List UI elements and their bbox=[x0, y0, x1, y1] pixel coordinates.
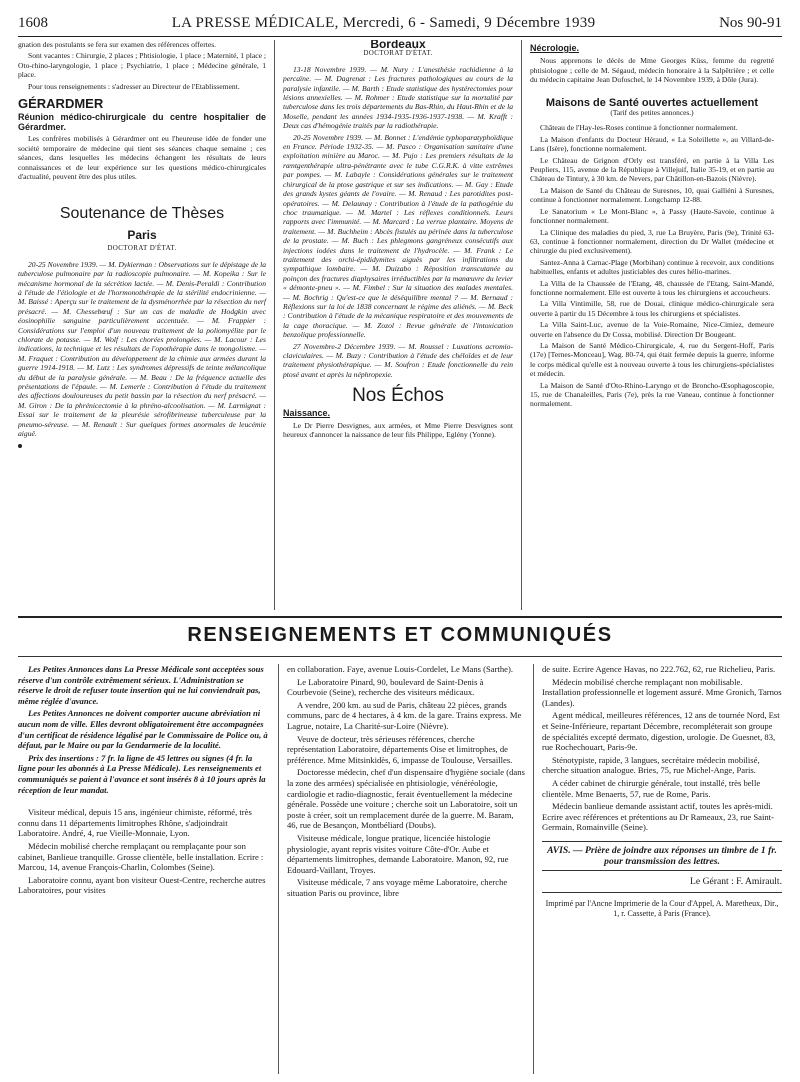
maison-item: Santez-Anna à Carnac-Plage (Morbihan) continue à recevoir, aux conditions habituelles, enfants et adultes justiciables des cures hélio-marines. bbox=[530, 257, 774, 277]
page-number: 1608 bbox=[18, 14, 48, 31]
maison-item: Le Sanatorium « Le Mont-Blanc », à Passy (Haute-Savoie, continue à fonctionner normalement. bbox=[530, 206, 774, 226]
classified-ad: A vendre, 200 km. au sud de Paris, château 22 pièces, grands communs, parc de 4 hectares, à 4 km. de la gare. Trains express. Me Lagrue, notaire, La Charité-sur-Loire (Nièvre). bbox=[287, 699, 522, 731]
paris-theses-text: 20-25 Novembre 1939. — M. Dykierman : Observations sur le dépistage de la tuberculose pulmonaire par la radioscopie pulmonaire. — M. Kopeika : Sur le mécanisme hormonal de la sécrétion lactée. — M. Denis-Peraldi : Contribution à l'étude de l'étiologie et de l'hormonothérapie de la stérilité endocrinienne. — M. Baissé : Aperçu sur le traitement de la dysménorrhée par la résection du nerf présacré. — M. Chessebœuf : Sur un cas de maladie de Hodgkin avec éosinophilie sanguine particulièrement accentuée. — M. Frappier : Considérations sur l'emploi d'un nouveau traitement de la poliomyélite par le chlorate de potasse. — M. Wolf : Les chorées prolongées. — M. Lacour : Les indications, la technique et les résultats de l'opothérapie dans le mongolisme. — M. Fraquet : Contribution au développement de la chimie aux armées durant la guerre 1914-1918. — M. Lutz : Les syndromes dépressifs de teinte mélancolique du début de la paralysie générale. — M. Beau : De la fréquence actuelle des présentations de l'épaule. — M. Lemerle : Contribution à l'étude du traitement des affections douloureuses du petit bassin par la résection du nerf présacré. — M. Giron : De la phrénicectomie à la phréno-alcoolisation. — M. Larmignat : Essai sur le traitement de la pleurésie sérofibrineuse tuberculeuse par la pneumo-séreuse. — M. Renault : Sur quelques formes anormales de leucémie aiguë. bbox=[18, 259, 266, 438]
necrologie-heading: Nécrologie. bbox=[530, 43, 580, 53]
rules-paragraph: Les Petites Annonces dans La Presse Médicale sont acceptées sous réserve d'un contrôle extrêmement sérieux. L'Administration se réserve le droit de refuser toute insertion qui ne lui conviendrait pas, même réglée d'avance. bbox=[18, 664, 264, 706]
avis-notice: AVIS. — Prière de joindre aux réponses un timbre de 1 fr. pour transmission des lettres. bbox=[542, 841, 782, 871]
bordeaux-heading: Bordeaux bbox=[370, 40, 426, 51]
paris-heading: Paris bbox=[127, 227, 157, 242]
classified-ad: de suite. Ecrire Agence Havas, no 222.762, 62, rue Richelieu, Paris. bbox=[542, 664, 776, 674]
naissance-text: Le Dr Pierre Desvignes, aux armées, et Mme Pierre Desvignes sont heureux d'annoncer la naissance de leur fils Philippe, Eglény (Yonne). bbox=[283, 421, 513, 440]
rules-paragraph: Les Petites Annonces ne doivent comporter aucune abréviation ni aucun nom de ville. Elles devront obligatoirement être accompagnées d'un certificat de résidence légalisé par le Commissaire de Police ou, à défaut, par le Maire ou par la Gendarmerie de la localité. bbox=[18, 708, 268, 751]
classified-ad: Doctoresse médecin, chef d'un dispensaire d'hygiène sociale (dans la zone des armées) spécialisée en phtisiologie, vénéréologie, cardiologie et radio-diagnostic, ferait éventuellement la médecine générale. Possède une voiture ; cherche soit un Laboratoire, soit un poste à créer, soit un remplacement durée de la guerre. M. Baram, 46, rue de Besançon, Montbéliard (Doubs). bbox=[287, 767, 525, 831]
maison-item: La Maison de Santé d'Oto-Rhino-Laryngo et de Broncho-Œsophagoscopie, 15, rue de Chanaleilles, Paris (7e), près la rue Vaneau, continue à fonctionner normalement. bbox=[530, 380, 774, 409]
classifieds-column-2 bbox=[278, 664, 533, 1074]
classified-ad: Médecin mobilisé cherche remplaçant non mobilisable. Installation professionnelle et logement assuré. Mme Gronich, Tarnos (Landes). bbox=[542, 676, 782, 708]
gerardmer-subheading: Réunion médico-chirurgicale du centre hospitalier de Gérardmer. bbox=[18, 112, 266, 133]
classifieds-column-1 bbox=[18, 664, 278, 1074]
renseignements-banner: RENSEIGNEMENTS ET COMMUNIQUÉS bbox=[187, 624, 613, 646]
tarif-note: (Tarif des petites annonces.) bbox=[610, 108, 694, 118]
bordeaux-theses-1: 13-18 Novembre 1939. — M. Nury : L'anesthésie rachidienne à la percaïne. — M. Dagrenat : Les fractures pathologiques au cours de la paralysie infantile. — M. Barth : Etude statistique des hystérectomies pour lésions annexielles. — M. Rohmer : Etude statistique sur la mortalité par tuberculose dans les trois départements du Bas-Rhin, du Haut-Rhin et de la Moselle, pendant les années 1934-1935-1936-1937-1938. — M. Krafft : Deux cas d'hémogénie traités par la radiothérapie. bbox=[283, 64, 513, 131]
classified-ad: Laboratoire connu, ayant bon visiteur Ouest-Centre, recherche autres Laboratoires, pour visites bbox=[18, 874, 266, 896]
gerardmer-heading: GÉRARDMER bbox=[18, 96, 104, 112]
gerardmer-text: Les confrères mobilisés à Gérardmer ont eu l'heureuse idée de fonder une société temporaire de médecine qui tient ses séances chaque semaine ; ces séances, dans lesquelles les médecins échangent les résultats de leurs connaissances et de leur expérience sur les questions médico-chirurgicales d'actualité, peuvent être des plus utiles. bbox=[18, 134, 266, 182]
vacancies-text: Sont vacantes : Chirurgie, 2 places ; Phtisiologie, 1 place ; Maternité, 1 place ; Oto-rhino-laryngologie, 1 place ; Psychiatrie, 1 place ; Médecine générale, 1 place. bbox=[18, 51, 266, 80]
info-text: Pour tous renseignements : s'adresser au Directeur de l'Etablissement. bbox=[28, 81, 240, 91]
page-header bbox=[18, 10, 782, 37]
column-1 bbox=[18, 40, 274, 610]
maison-item: Château de l'Hay-les-Roses continue à fonctionner normalement. bbox=[540, 123, 738, 133]
bordeaux-theses-3: 27 Novembre-2 Décembre 1939. — M. Roussel : Luxations acromio-claviculaires. — M. Buzy : Contribution à l'étude des chéloïdes et de leur traitement physiothérapique. — M. Soufron : Etude fonctionnelle du rein ptosé avant et après la néphropexie. bbox=[283, 341, 513, 379]
maison-item: La Maison de Santé du Château de Suresnes, 10, quai Galliéni à Suresnes, continue à fonctionner normalement. Longchamp 12-88. bbox=[530, 185, 774, 205]
top-section bbox=[18, 40, 782, 610]
maison-item: La Villa Saint-Luc, avenue de la Voie-Romaine, Nice-Cimiez, demeure ouverte en l'absence du Dr Cossa, mobilisé. Direction Dr Bougeant. bbox=[530, 320, 774, 339]
classifieds-column-3 bbox=[533, 664, 782, 1074]
soutenance-heading: Soutenance de Thèses bbox=[59, 205, 225, 223]
column-3 bbox=[521, 40, 774, 610]
gerant-signature: Le Gérant : F. Amirault. bbox=[542, 877, 782, 893]
banner-divider bbox=[18, 656, 782, 657]
bordeaux-theses-2: 20-25 Novembre 1939. — M. Bonnet : L'endémie typhoparatyphoïdique en France. Période 1932-35. — M. Pasco : Organisation sanitaire d'une exploitation minière au Maroc. — M. Pujo : Les premiers résultats de la ræntgenthérapie ultra-pénétrante avec le tube C.G.R.K. à vitte extrêmes par pompes. — M. Labayle : Considérations générales sur le traitement chirurgical de la ptose gastrique et sur ses indications. — M. Gay : Etude des grands kystes géants de l'ovaire. — M. Renaud : Les parotidites post-opératoires. — M. Delaunay : Contribution à l'étude de la pathogénie du choc traumatique. — M. Martel : Les réflexes conditionnels. Leurs rapports avec l'immunité. — M. Marcard : La verrue plantaire. Moyens de traitement. — M. Buchheim : Abcès fistulés au périnée dans la tuberculose de la prostate. — M. Buch : Les phlegmons gangréneux consécutifs aux injections iodées dans le traitement de l'hydrocèle. — M. Frank : Le traitement des orchi-épididymites aiguës par les infiltrations du sympathique lombaire. — M. Duizabo : Réposition transcutanée au poinçon des fractures diaphysaires irréductibles par la manœuvre du levier « démonte-pneu ». — M. Fimbel : Sur la situation des malades mentales. — M. Bochrig : Qu'est-ce que le déséquilibre mental ? — M. Bernaud : Réflexions sur la loi de 1838 concernant le régime des aliénés. — M. Beck : Contribution à l'étude de la mécanique respiratoire et des mouvements de la cage thoracique. — M. Zozol : Revue générale de l'intoxication benzolique professionnelle. bbox=[283, 132, 513, 340]
ornament-dot bbox=[18, 444, 22, 448]
classified-ad: Visiteuse médicale, 7 ans voyage même Laboratoire, cherche situation Paris ou province, libre bbox=[287, 877, 508, 898]
classified-ad: Sténotypiste, rapide, 3 langues, secrétaire médecin mobilisé, cherche situation analogue. Bries, 75, rue Michel-Ange, Paris. bbox=[542, 754, 760, 776]
classified-ad: Visiteuse médicale, longue pratique, licenciée histologie physiologie, ayant repris visites voiture Côte-d'Or. Aube et départements limitrophes, demande Laboratoire. Manon, 92, rue Edouard-Vaillant, Troyes. bbox=[287, 832, 509, 875]
maison-item: La Villa de la Chaussée de l'Etang, 48, chaussée de l'Etang, Saint-Mandé, fonctionne normalement. Elle est ouverte à tous les chirurgiens et accoucheurs. bbox=[530, 278, 774, 297]
journal-title: LA PRESSE MÉDICALE, Mercredi, 6 - Samedi, 9 Décembre 1939 bbox=[171, 14, 596, 31]
maison-item: La Villa Vintimille, 58, rue de Douai, clinique médico-chirurgicale sera ouverte à partir du 15 Décembre à tous les chirurgiens et spécialistes. bbox=[530, 299, 774, 318]
maison-item: La Clinique des maladies du pied, 3, rue La Bruyère, Paris (9e), Trinité 63-63, continue à fonctionner normalement, direction du Dr Wallet (médecine et chirurgie du pied exclusivement). bbox=[530, 227, 774, 256]
doctorat-label: DOCTORAT D'ÉTAT. bbox=[363, 49, 433, 58]
naissance-heading: Naissance. bbox=[283, 407, 331, 418]
maison-item: La Maison d'enfants du Docteur Héraud, « La Soleillette », au Villard-de-Lans (Isère), fonctionne normalement. bbox=[530, 134, 774, 154]
newspaper-page bbox=[18, 10, 782, 1074]
column-2 bbox=[274, 40, 521, 610]
necrologie-text: Nous apprenons le décès de Mme Georges Küss, femme du regretté phtisiologue ; celle de M. Ségaud, médecin honoraire à la Salpêtrière ; et celle du médecin capitaine Jean Dufoschel, le 14 Novembre 1939, à Dôle (Jura). bbox=[530, 56, 774, 85]
printer-imprint: Imprimé par l'Ancne Imprimerie de la Cour d'Appel, A. Maretheux, Dir., 1, r. Cassette, à Paris (France). bbox=[545, 898, 779, 918]
rules-paragraph: Prix des insertions : 7 fr. la ligne de 45 lettres ou signes (4 fr. la ligne pour les abonnés à La Presse Médicale). Les renseignements et communiqués se paient à l'avance et sont insérés 8 à 10 jours après la réception de leur mandat. bbox=[18, 752, 266, 795]
classified-ad: en collaboration. Faye, avenue Louis-Cordelet, Le Mans (Sarthe). bbox=[287, 664, 513, 674]
classified-ad: Veuve de docteur, très sérieuses références, cherche représentation Laboratoire, départements Oise et limitrophes, de préférence. Mme Mitsinkidès, 6, impasse de Toulouse, Versailles. bbox=[287, 733, 513, 765]
maison-item: La Maison de Santé Médico-Chirurgicale, 4, rue du Sergent-Hoff, Paris (17e) [Ternes-Monceau], Wag. 80-74, qui était fermée depuis la guerre, informe le corps médical qu'elle est à nouveau ouverte à tous les chirurgiens-spécialistes et médecin. bbox=[530, 340, 774, 379]
issue-number: Nos 90-91 bbox=[719, 14, 782, 31]
classified-ad: Médecin banlieue demande assistant actif, toutes les après-midi. Ecrire avec références et prétentions au Dr Rameaux, 23, rue Saint-Germain, Romainville (Seine). bbox=[542, 801, 774, 833]
intro-text: gnation des postulants se fera sur examen des références offertes. bbox=[18, 40, 217, 49]
classified-ad: Agent médical, meilleures références, 12 ans de tournée Nord, Est et Seine-Inférieure, repartant Décembre, recompléterait son groupe de spécialités excepté dermato, digestion, urologie. De Guesnet, 83, rue Rochechouart, Paris-9e. bbox=[542, 710, 780, 753]
maison-item: Le Château de Grignon d'Orly est transféré, en partie à la Villa Les Peupliers, 115, avenue de la République à Villejuif, Italie 35-19, et en partie au Château de Tintury, à 30 km. de Nevers, par Châtillon-en-Bazois (Nièvre). bbox=[530, 155, 774, 184]
classifieds-section bbox=[18, 664, 782, 1074]
maisons-heading: Maisons de Santé ouvertes actuellement bbox=[545, 96, 759, 109]
section-divider bbox=[18, 616, 782, 618]
doctorat-label: DOCTORAT D'ÉTAT. bbox=[107, 244, 177, 253]
classified-ad: Médecin mobilisé cherche remplaçant ou remplaçante pour son cabinet, Banlieue tranquille. Grosse clientèle, belle installation. Ecrire : Marcou, 14, avenue François-Charlin, Colombes (Seine). bbox=[18, 840, 264, 873]
classified-ad: Le Laboratoire Pinard, 90, boulevard de Saint-Denis à Courbevoie (Seine), recherche des visiteurs médicaux. bbox=[287, 676, 484, 698]
classified-ad: Visiteur médical, depuis 15 ans, ingénieur chimiste, réformé, très connu dans 11 départements limitrophes Rhône, s'adjoindrait Laboratoire. André, 4, rue Vieille-Monnaie, Lyon. bbox=[18, 807, 252, 839]
classified-ad: A céder cabinet de chirurgie générale, tout installé, très belle clientèle. Mme Benaerts, 57, rue de Rome, Paris. bbox=[542, 777, 761, 799]
nos-echos-heading: Nos Échos bbox=[352, 385, 444, 407]
